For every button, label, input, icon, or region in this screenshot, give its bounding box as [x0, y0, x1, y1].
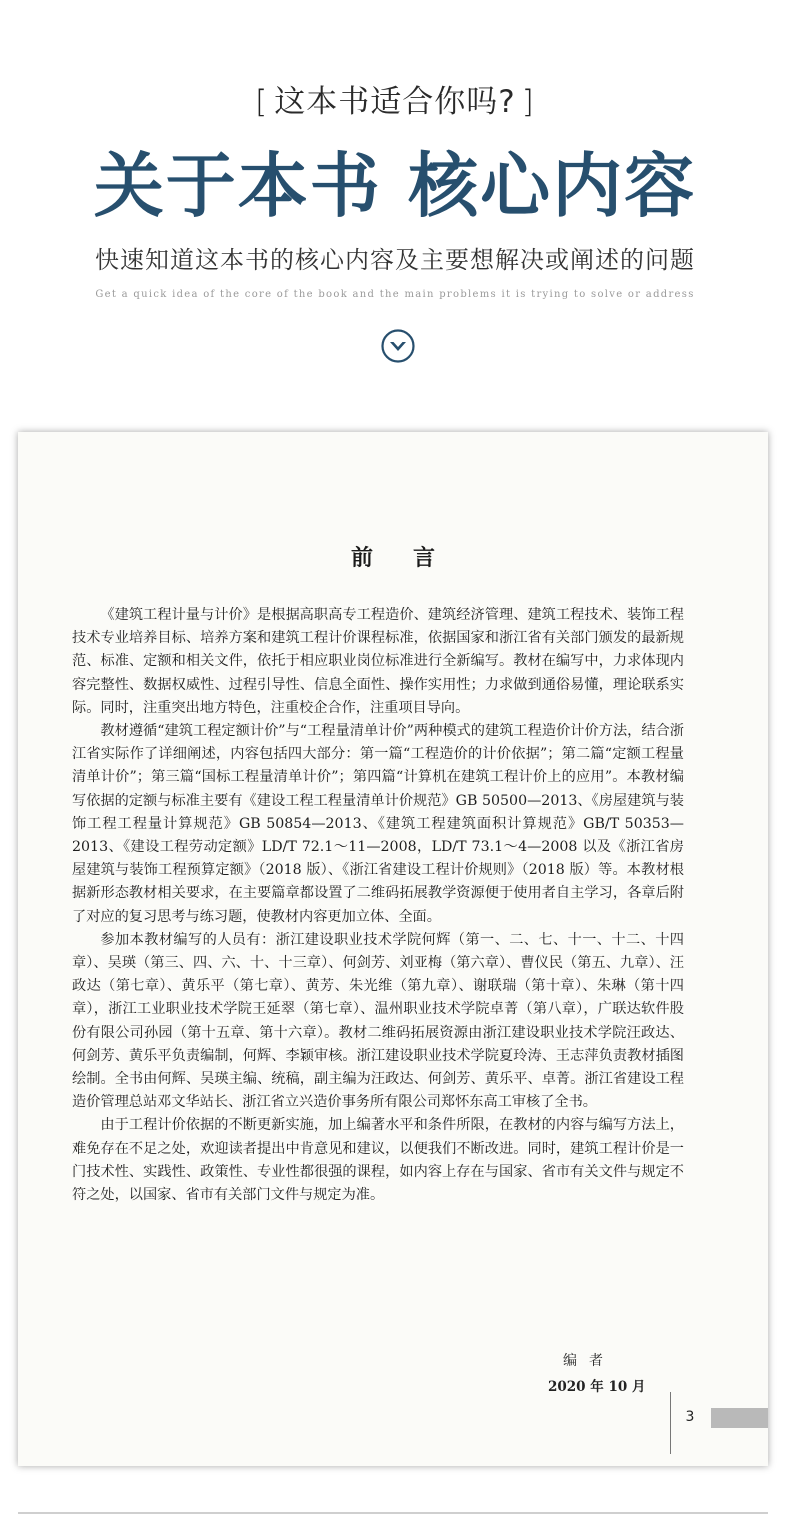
- book-intro-header: [0, 0, 790, 410]
- question-heading: [0, 80, 790, 124]
- page-edge-tab: [711, 1408, 768, 1428]
- preface-title: 前言: [350, 545, 475, 571]
- preface-date: 2020 年 10 月: [548, 1379, 646, 1395]
- page-number: 3: [685, 1409, 695, 1425]
- bottom-divider: [18, 1512, 768, 1514]
- question-text: 这本书适合你吗?: [274, 84, 516, 120]
- left-bracket: [: [255, 84, 269, 120]
- scanned-book-page: [18, 432, 768, 1466]
- main-title: 关于本书 核心内容: [93, 144, 697, 227]
- preface-body: [72, 604, 684, 1207]
- preface-paragraph-2: 教材遵循“建筑工程定额计价”与“工程量清单计价”两种模式的建筑工程造价计价方法，结合浙江省实际作了详细阐述，内容包括四大部分：第一篇“工程造价的计价依据”；第二篇“定额工程量清单计价”；第三篇“国标工程量清单计价”；第四篇“计算机在建筑工程计价上的应用”。本教材编写依据的定额与标准主要有《建设工程工程量清单计价规范》GB 50500—2013、《房屋建筑与装饰工程工程量计算规范》GB 50854—2013、《建筑工程建筑面积计算规范》GB/T 50353—2013、《建设工程劳动定额》LD/T 72.1～11—2008，LD/T 73.1～4—2008 以及《浙江省房屋建筑与装饰工程预算定额》（2018 版）、《浙江省建设工程计价规则》（2018 版）等。本教材根据新形态教材相关要求，在主要篇章都设置了二维码拓展教学资源便于使用者自主学习，各章后附了对应的复习思考与练习题，使教材内容更加立体、全面。: [72, 723, 684, 925]
- right-bracket: ]: [521, 84, 535, 120]
- subtitle-english: Get a quick idea of the core of the book and the main problems it is trying to solve or address: [95, 289, 695, 300]
- editor-signature: 编者: [563, 1353, 615, 1369]
- subtitle-chinese: 快速知道这本书的核心内容及主要想解决或阐述的问题: [95, 246, 695, 274]
- preface-paragraph-4: 由于工程计价依据的不断更新实施，加上编著水平和条件所限，在教材的内容与编写方法上，难免存在不足之处，欢迎读者提出中肯意见和建议，以便我们不断改进。同时，建筑工程计价是一门技术性、实践性、政策性、专业性都很强的课程，如内容上存在与国家、省市有关文件与规定不符之处，以国家、省市有关部门文件与规定为准。: [72, 1117, 684, 1204]
- preface-paragraph-3: 参加本教材编写的人员有：浙江建设职业技术学院何辉（第一、二、七、十一、十二、十四章）、吴瑛（第三、四、六、十、十三章）、何剑芳、刘亚梅（第六章）、曹仪民（第五、九章）、汪政达（第七章）、黄乐平（第七章）、黄芳、朱光维（第九章）、谢联瑞（第十章）、朱琳（第十四章），浙江工业职业技术学院王延翠（第七章）、温州职业技术学院卓菁（第八章），广联达软件股份有限公司孙园（第十五章、第十六章）。教材二维码拓展资源由浙江建设职业技术学院汪政达、何剑芳、黄乐平负责编制，何辉、李颖审核。浙江建设职业技术学院夏玲涛、王志萍负责教材插图绘制。全书由何辉、吴瑛主编、统稿，副主编为汪政达、何剑芳、黄乐平、卓菁。浙江省建设工程造价管理总站邓文华站长、浙江省立兴造价事务所有限公司郑怀东高工审核了全书。: [72, 931, 684, 1111]
- chevron-down-circle-icon: [380, 328, 416, 364]
- preface-paragraph-1: 《建筑工程计量与计价》是根据高职高专工程造价、建筑经济管理、建筑工程技术、装饰工程技术专业培养目标、培养方案和建筑工程计价课程标准，依据国家和浙江省有关部门颁发的最新规范、标准、定额和相关文件，依托于相应职业岗位标准进行全新编写。教材在编写中，力求体现内容完整性、数据权威性、过程引导性、信息全面性、操作实用性；力求做到通俗易懂，理论联系实际。同时，注重突出地方特色，注重校企合作，注重项目导向。: [72, 607, 684, 716]
- page-number-divider: [670, 1392, 671, 1454]
